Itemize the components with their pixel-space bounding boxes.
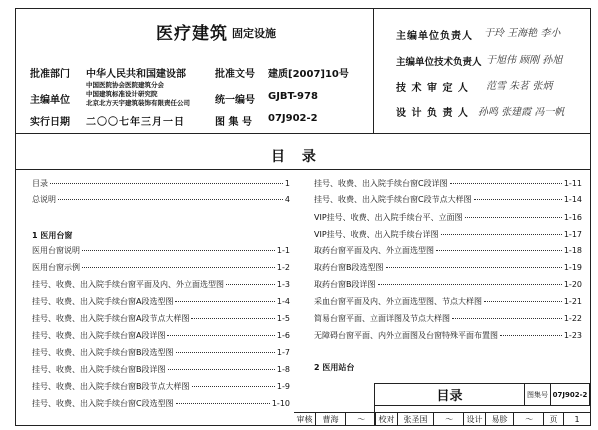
- toc-entry-text: 挂号、收费、出入院手续台窗C段选型图: [32, 399, 174, 408]
- leader-dots: [386, 267, 562, 268]
- toc-entry-page: 1-5: [276, 314, 290, 323]
- leader-dots: [474, 199, 562, 200]
- toc-entry[interactable]: [314, 293, 582, 310]
- review-label: 审核: [294, 413, 316, 426]
- toc-entry-page: 1-19: [563, 263, 582, 272]
- approve-dept-value: 中华人民共和国建设部: [86, 69, 186, 80]
- resp-label-2: 主编单位技术负责人: [396, 57, 482, 68]
- toc-entry[interactable]: [32, 191, 290, 208]
- header-block: [16, 9, 590, 134]
- toc-entry-page: 1-3: [276, 280, 290, 289]
- toc-entry-text: 挂号、收费、出入院手续台窗A段详图: [32, 331, 166, 340]
- toc-entry[interactable]: [314, 191, 582, 208]
- toc-entry-page: 1-18: [563, 246, 582, 255]
- toc-entry-page: 1-17: [563, 230, 582, 239]
- toc-title: 目 录: [271, 149, 322, 165]
- leader-dots: [378, 284, 562, 285]
- host-unit-line-2: 中国建筑标准设计研究院: [86, 90, 158, 98]
- toc-entry-text: 挂号、收费、出入院手续台窗B段节点大样图: [32, 382, 190, 391]
- page-label: 页: [544, 413, 564, 426]
- toc-entry-page: 1-7: [276, 348, 290, 357]
- toc-entry[interactable]: [32, 259, 290, 276]
- leader-dots: [191, 318, 274, 319]
- toc-entry-text: 挂号、收费、出入院手续台窗A段节点大样图: [32, 314, 190, 323]
- toc-entry-page: 4: [284, 195, 290, 204]
- toc-entry-page: 1-14: [563, 195, 582, 204]
- section-heading-2: 2 医用站台: [314, 363, 355, 372]
- toc-entry-text: 医用台窗说明: [32, 246, 80, 255]
- toc-entry[interactable]: [32, 395, 290, 412]
- leader-dots: [176, 403, 270, 404]
- design-name: 易胗: [486, 413, 514, 426]
- toc-entry-text: 取药台窗平面及内、外立面选型图: [314, 246, 434, 255]
- toc-entry-text: 取药台窗B段详图: [314, 280, 376, 289]
- toc-entry-text: 挂号、收费、出入院手续台窗C段详图: [314, 179, 448, 188]
- resp-label-4: 设 计 负 责 人: [396, 108, 469, 119]
- toc-entry-text: VIP挂号、收费、出入院手续台详图: [314, 230, 439, 239]
- toc-entry-page: 1-6: [276, 331, 290, 340]
- page-value: 1: [564, 413, 590, 426]
- leader-dots: [450, 183, 562, 184]
- toc-entry-text: 挂号、收费、出入院手续台窗平面及内、外立面选型图: [32, 280, 224, 289]
- toc-entry-text: 挂号、收费、出入院手续台窗B段详图: [32, 365, 166, 374]
- toc-entry-page: 1-23: [563, 331, 582, 340]
- toc-entry-text: 挂号、收费、出入院手续台窗B段选型图: [32, 348, 174, 357]
- approve-dept-label: 批准部门: [30, 69, 70, 80]
- toc-entry[interactable]: [32, 310, 290, 327]
- resp-label-3: 技 术 审 定 人: [396, 83, 469, 94]
- atlas-no-value: 07J902-2: [268, 113, 318, 124]
- leader-dots: [436, 250, 562, 251]
- toc-divider: [16, 169, 590, 170]
- leader-dots: [441, 234, 562, 235]
- impl-date-value: 二〇〇七年三月一日: [86, 117, 185, 128]
- toc-entry[interactable]: [314, 242, 582, 259]
- review-signature: 〜: [346, 413, 376, 426]
- toc-entry[interactable]: [32, 378, 290, 395]
- title-block-signoff-row: [294, 412, 590, 426]
- leader-dots: [50, 183, 283, 184]
- toc-entry-page: 1-4: [276, 297, 290, 306]
- toc-entry[interactable]: [314, 175, 582, 192]
- toc-entry-page: 1: [284, 179, 290, 188]
- header-left: [16, 9, 374, 134]
- host-unit-line-1: 中国医院协会医院建筑分会: [86, 81, 164, 89]
- toc-entry[interactable]: [314, 327, 582, 344]
- atlas-no-label: 图 集 号: [215, 117, 252, 128]
- toc-entry-text: 总说明: [32, 195, 56, 204]
- toc-entry-page: 1-10: [271, 399, 290, 408]
- toc-entry-text: 挂号、收费、出入院手续台窗A段选型图: [32, 297, 174, 306]
- leader-dots: [452, 318, 562, 319]
- design-label: 设计: [464, 413, 486, 426]
- host-unit-line-3: 北京北方天宇建筑装饰有限责任公司: [86, 99, 190, 107]
- toc-entry[interactable]: [314, 226, 582, 243]
- responsible-persons: [374, 9, 590, 134]
- leader-dots: [176, 352, 275, 353]
- toc-entry-page: 1-22: [563, 314, 582, 323]
- toc-entry-page: 1-16: [563, 213, 582, 222]
- toc-entry-text: 简易台窗平面、立面详图及节点大样图: [314, 314, 450, 323]
- toc-entry[interactable]: [32, 293, 290, 310]
- check-name: 张圣国: [398, 413, 434, 426]
- toc-entry-text: 目录: [32, 179, 48, 188]
- toc-entry[interactable]: [32, 361, 290, 378]
- toc-entry-text: 采血台窗平面及内、外立面选型图、节点大样图: [314, 297, 482, 306]
- check-label: 校对: [376, 413, 398, 426]
- toc-entry-page: 1-8: [276, 365, 290, 374]
- approve-doc-label: 批准文号: [215, 69, 255, 80]
- leader-dots: [82, 267, 275, 268]
- section-heading-1: 1 医用台窗: [32, 231, 73, 240]
- toc-entry-page: 1-11: [563, 179, 582, 188]
- signature-3: 范雪 朱茗 张炳: [486, 81, 553, 92]
- leader-dots: [82, 250, 275, 251]
- toc-entry-page: 1-9: [276, 382, 290, 391]
- toc-entry[interactable]: [314, 259, 582, 276]
- toc-entry[interactable]: [32, 276, 290, 293]
- leader-dots: [167, 335, 274, 336]
- review-name: 曹海: [316, 413, 346, 426]
- unified-no-value: GJBT-978: [268, 91, 318, 102]
- atlas-title: 医疗建筑: [156, 24, 228, 44]
- leader-dots: [168, 369, 275, 370]
- toc-entry-page: 1-2: [276, 263, 290, 272]
- toc-entry[interactable]: [32, 344, 290, 361]
- toc-entry-page: 1-1: [276, 246, 290, 255]
- toc-entry[interactable]: [314, 276, 582, 293]
- resp-label-1: 主编单位负责人: [396, 31, 473, 42]
- signature-4: 孙鸣 张建霞 冯一帆: [478, 107, 565, 118]
- signature-2: 于旭伟 顾刚 孙旭: [486, 55, 563, 66]
- title-block-name: 目录: [375, 384, 525, 406]
- toc-entry[interactable]: [314, 310, 582, 327]
- check-signature: 〜: [434, 413, 464, 426]
- atlas-subtitle: 固定设施: [232, 27, 276, 40]
- unified-no-label: 统一编号: [215, 95, 255, 106]
- leader-dots: [192, 386, 275, 387]
- toc-entry[interactable]: [32, 175, 290, 192]
- toc-entry-text: VIP挂号、收费、出入院手续台平、立面图: [314, 213, 463, 222]
- toc-entry[interactable]: [32, 242, 290, 259]
- title-block-atlas-label: 图集号: [525, 384, 551, 406]
- toc-entry-text: 取药台窗B段选型图: [314, 263, 384, 272]
- toc-entry-text: 医用台窗示例: [32, 263, 80, 272]
- design-signature: 〜: [514, 413, 544, 426]
- leader-dots: [58, 199, 283, 200]
- toc-entry-page: 1-21: [563, 297, 582, 306]
- drawing-sheet: [15, 8, 591, 426]
- toc-entry-text: 挂号、收费、出入院手续台窗C段节点大样图: [314, 195, 472, 204]
- toc-entry[interactable]: [314, 209, 582, 226]
- impl-date-label: 实行日期: [30, 117, 70, 128]
- host-unit-label: 主编单位: [30, 95, 70, 106]
- title-block-atlas-value: 07J902-2: [551, 384, 590, 406]
- toc-entry-text: 无障碍台窗平面、内外立面图及台窗特殊平面布置图: [314, 331, 498, 340]
- leader-dots: [465, 217, 562, 218]
- leader-dots: [175, 301, 274, 302]
- leader-dots: [484, 301, 562, 302]
- signature-1: 于玲 王海艳 李小: [484, 28, 561, 39]
- leader-dots: [500, 335, 562, 336]
- toc-entry[interactable]: [32, 327, 290, 344]
- leader-dots: [226, 284, 275, 285]
- approve-doc-value: 建质[2007]10号: [268, 69, 349, 80]
- toc-entry-page: 1-20: [563, 280, 582, 289]
